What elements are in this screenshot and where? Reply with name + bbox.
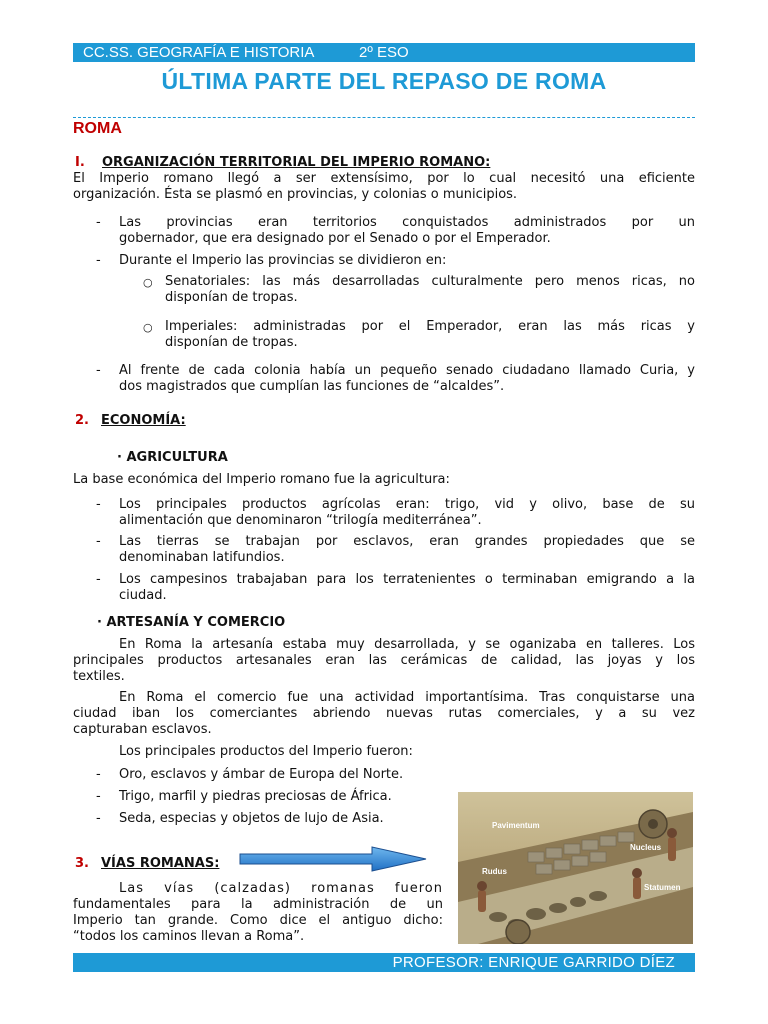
section-title: ROMA — [73, 120, 122, 137]
dash-bullet: - — [96, 363, 101, 378]
s1-intro-line2: organización. Ésta se plasmó en provincias, y colonias o municipios. — [73, 187, 518, 202]
trade-para-line2: ciudad iban los comerciantes abriendo nuevas rutas comerciales, y a su vez — [73, 706, 695, 721]
grade-label: 2º ESO — [359, 44, 409, 61]
dash-bullet: - — [96, 497, 101, 512]
agriculture-intro: La base económica del Imperio romano fue la agricultura: — [73, 472, 450, 487]
s1-b1-line2: gobernador, que era designado por el Senado o por el Emperador. — [119, 231, 551, 246]
dash-bullet: - — [96, 534, 101, 549]
roads-line1: Las vías (calzadas) romanas fueron — [119, 881, 443, 896]
s1-b2: Durante el Imperio las provincias se dividieron en: — [119, 253, 447, 268]
trade-para-line1: En Roma el comercio fue una actividad importantísima. Tras conquistarse una — [119, 690, 695, 705]
s1-b3-line2: dos magistrados que cumplían las funciones de “alcaldes”. — [119, 379, 505, 394]
dash-bullet: - — [96, 811, 101, 826]
circle-bullet-icon: ○ — [143, 276, 153, 289]
arrow-right-icon — [238, 845, 430, 873]
product-item-2: Trigo, marfil y piedras preciosas de África. — [119, 789, 392, 804]
dotted-divider — [73, 117, 695, 118]
circle-bullet-icon: ○ — [143, 321, 153, 334]
agri-item2-line2: denominaban latifundios. — [119, 550, 285, 565]
trade-para-line3: capturaban esclavos. — [73, 722, 212, 737]
crafts-trade-subheading: · ARTESANÍA Y COMERCIO — [97, 615, 286, 630]
s2-heading: ECONOMÍA: — [101, 413, 186, 428]
s3-number: 3. — [75, 856, 89, 871]
agri-item2-line1: Las tierras se trabajan por esclavos, eran grandes propiedades que se — [119, 534, 695, 549]
roads-line4: “todos los caminos llevan a Roma”. — [73, 929, 305, 944]
s2-number: 2. — [75, 413, 89, 428]
crafts-para-line3: textiles. — [73, 669, 125, 684]
dash-bullet: - — [96, 572, 101, 587]
subject-label: CC.SS. GEOGRAFÍA E HISTORIA — [83, 44, 315, 61]
agri-item1-line1: Los principales productos agrícolas eran: trigo, vid y olivo, base de su — [119, 497, 695, 512]
s1-sub2-line1: Imperiales: administradas por el Emperador, eran las más ricas y — [165, 319, 695, 334]
dash-bullet: - — [96, 253, 101, 268]
s1-intro-line1: El Imperio romano llegó a ser extensísimo, por lo cual necesitó una eficiente — [73, 171, 695, 186]
label-nucleus: Nucleus — [630, 843, 662, 852]
roads-line2: fundamentales para la administración de un — [73, 897, 443, 912]
crafts-para-line1: En Roma la artesanía estaba muy desarrollada, y se oganizaba en talleres. Los — [119, 637, 695, 652]
page-title: ÚLTIMA PARTE DEL REPASO DE ROMA — [161, 68, 607, 94]
dash-bullet: - — [96, 215, 101, 230]
s1-b3-line1: Al frente de cada colonia había un pequeño senado ciudadano llamado Curia, y — [119, 363, 695, 378]
agri-item3-line1: Los campesinos trabajaban para los terratenientes o terminaban emigrando a la — [119, 572, 695, 587]
crafts-para-line2: principales productos artesanales eran las cerámicas de calidad, las joyas y los — [73, 653, 695, 668]
label-rudus: Rudus — [482, 867, 507, 876]
products-intro: Los principales productos del Imperio fueron: — [119, 744, 413, 759]
agriculture-subheading: · AGRICULTURA — [117, 450, 228, 465]
label-statumen: Statumen — [644, 883, 681, 892]
teacher-name: PROFESOR: ENRIQUE GARRIDO DÍEZ — [392, 954, 675, 971]
footer-bar — [73, 953, 695, 972]
label-pavimentum: Pavimentum — [492, 821, 540, 830]
product-item-3: Seda, especias y objetos de lujo de Asia. — [119, 811, 384, 826]
s1-heading: ORGANIZACIÓN TERRITORIAL DEL IMPERIO ROMANO: — [102, 155, 491, 170]
roman-road-illustration — [458, 792, 693, 944]
dash-bullet: - — [96, 789, 101, 804]
s1-number: I. — [75, 155, 85, 170]
s1-b1-line1: Las provincias eran territorios conquistados administrados por un — [119, 215, 695, 230]
s1-sub2-line2: disponían de tropas. — [165, 335, 298, 350]
s3-heading: VÍAS ROMANAS: — [101, 856, 220, 871]
product-item-1: Oro, esclavos y ámbar de Europa del Norte. — [119, 767, 404, 782]
s1-sub1-line1: Senatoriales: las más desarrolladas culturalmente pero menos ricas, no — [165, 274, 695, 289]
agri-item1-line2: alimentación que denominaron “trilogía mediterránea”. — [119, 513, 482, 528]
agri-item3-line2: ciudad. — [119, 588, 167, 603]
dash-bullet: - — [96, 767, 101, 782]
roads-line3: Imperio tan grande. Como dice el antiguo dicho: — [73, 913, 443, 928]
s1-sub1-line2: disponían de tropas. — [165, 290, 298, 305]
header-bar — [73, 43, 695, 62]
